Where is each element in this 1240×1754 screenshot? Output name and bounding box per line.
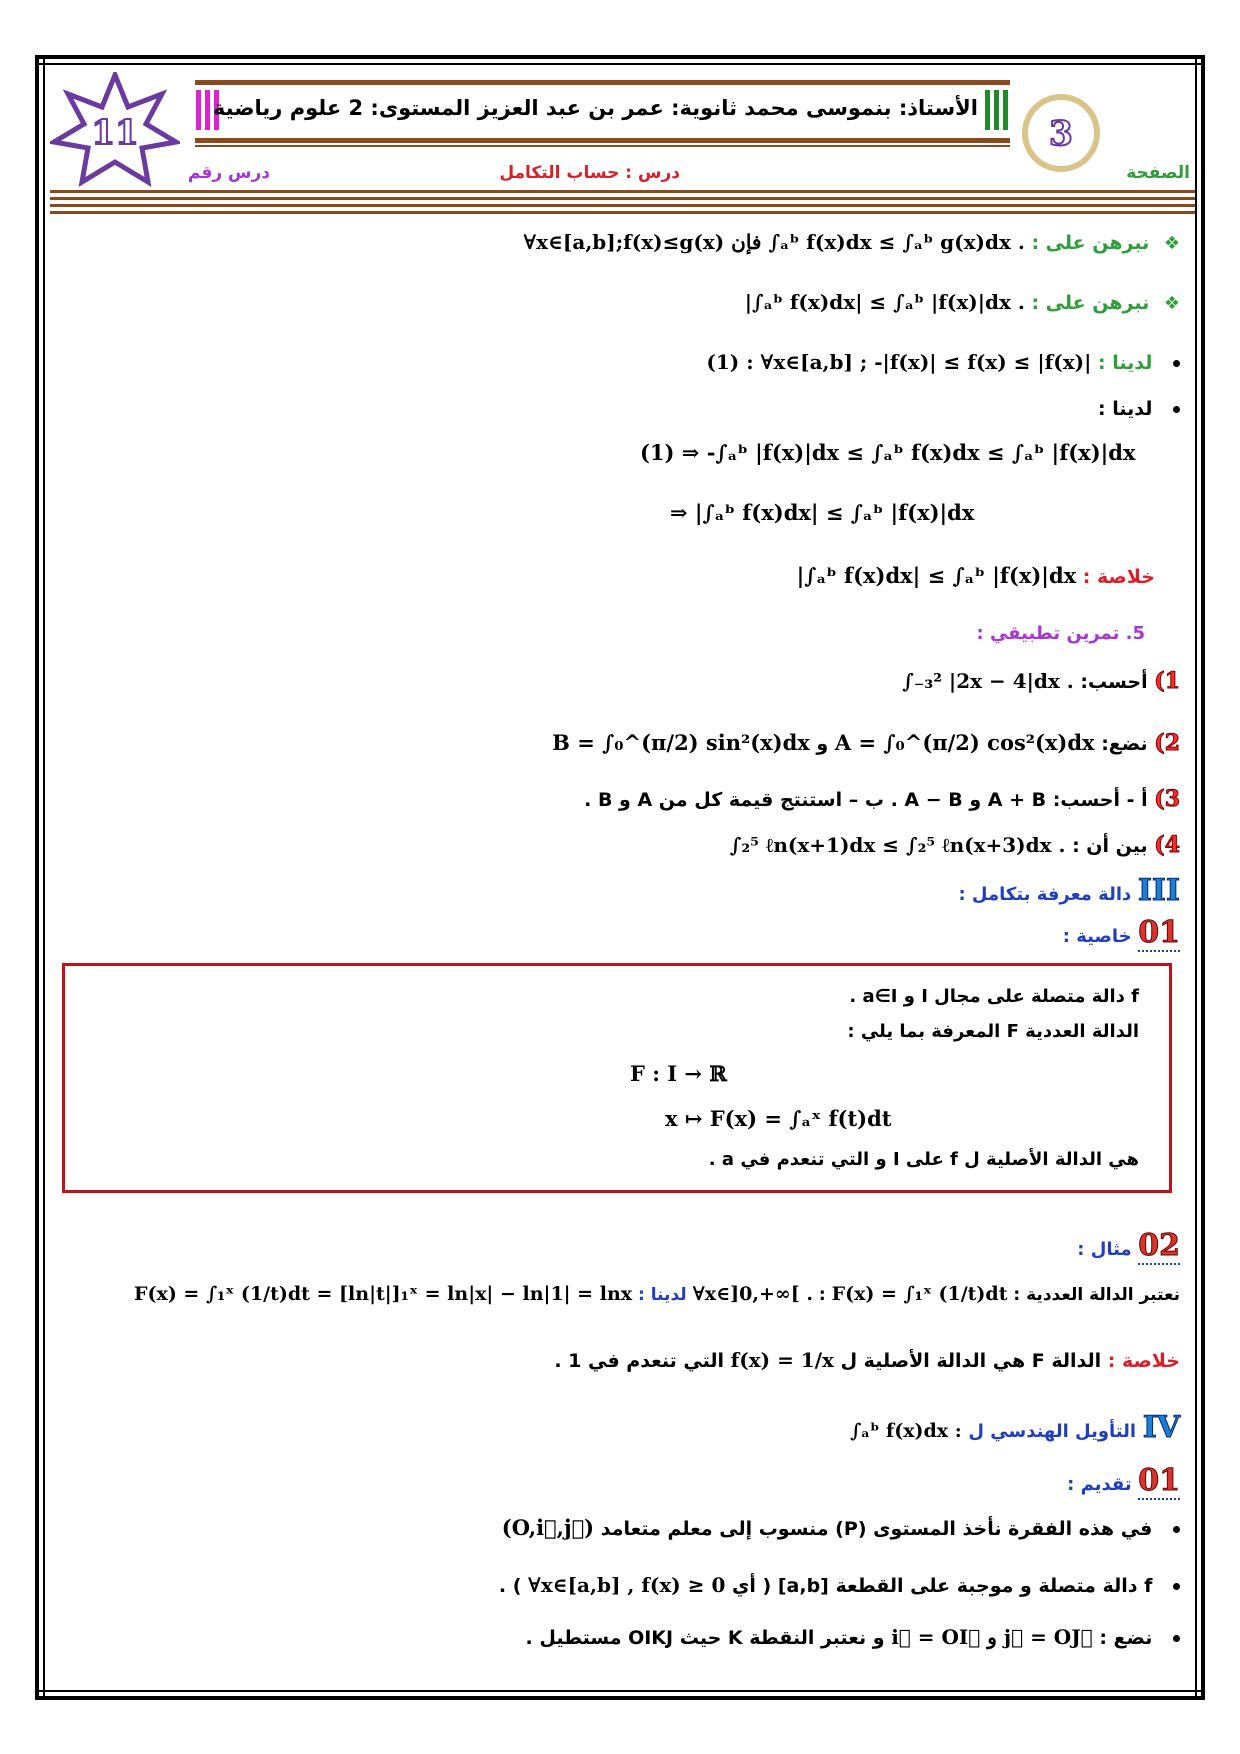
intro-bullet-1: في هذه الفقرة نأخذ المستوى (P) منسوب إلى معلم متعامد (O,i⃗,j⃗) — [60, 1515, 1180, 1540]
exercise-heading: 5. تمرين تطبيقي : — [976, 623, 1145, 644]
page-label: الصفحة — [1126, 163, 1190, 183]
intro-bullet-3: نضع : i⃗ = OI⃗ و j⃗ = OJ⃗ و نعتبر النقطة K حيث OIKJ مستطيل . — [60, 1625, 1180, 1649]
derivation-line-2: ⇒ |∫ₐᵇ f(x)dx| ≤ ∫ₐᵇ |f(x)|dx — [670, 500, 975, 525]
property-line-2: الدالة العددية F المعرفة بما يلي : — [847, 1021, 1139, 1042]
have-line-1: لدينا : (1) : ∀x∈[a,b] ; -|f(x)| ≤ f(x) ≤ |f(x)| — [60, 350, 1180, 374]
prove-statement-1: ❖ نبرهن على : ∀x∈[a,b];f(x)≤g(x) فإن ∫ₐᵇ f(x)dx ≤ ∫ₐᵇ g(x)dx . — [523, 230, 1180, 254]
bullet-icon — [1173, 1635, 1180, 1642]
diamond-bullet-icon: ❖ — [1163, 233, 1180, 254]
property-line-1: f دالة متصلة على مجال I و a∈I . — [849, 986, 1139, 1007]
exercise-q1: 1) أحسب: ∫₋₃² |2x − 4|dx . — [902, 668, 1180, 694]
badge-right-number: 3 — [1049, 114, 1073, 154]
conclusion-line: خلاصة : |∫ₐᵇ f(x)dx| ≤ ∫ₐᵇ |f(x)|dx — [796, 563, 1155, 588]
bullet-icon — [1173, 1526, 1180, 1533]
lesson-number-label: درس رقم — [187, 163, 270, 183]
subsection-01-heading: 01 خاصية : — [1062, 915, 1180, 950]
subsection-01b-heading: 01 تقديم : — [1067, 1463, 1180, 1498]
property-math-2: x ↦ F(x) = ∫ₐˣ f(t)dt — [665, 1106, 892, 1131]
badge-left-number: 11 — [91, 113, 139, 153]
property-box — [62, 963, 1172, 1193]
prove-statement-2: ❖ نبرهن على : |∫ₐᵇ f(x)dx| ≤ ∫ₐᵇ |f(x)|dx . — [744, 290, 1180, 314]
intro-bullet-2: f دالة متصلة و موجبة على القطعة [a,b] ( أي ∀x∈[a,b] , f(x) ≥ 0 ) . — [60, 1573, 1180, 1597]
derivation-line-1: (1) ⇒ -∫ₐᵇ |f(x)|dx ≤ ∫ₐᵇ f(x)dx ≤ ∫ₐᵇ |f(x)|dx — [640, 440, 1136, 465]
lesson-label: درس : حساب التكامل — [499, 163, 680, 183]
subsection-02-heading: 02 مثال : — [1077, 1228, 1180, 1263]
example-line: نعتبر الدالة العددية : F(x) = ∫₁ˣ (1/t)dt : ∀x∈]0,+∞[ . لدينا : F(x) = ∫₁ˣ (1/t)dt = [ln|t|]₁ˣ = ln|x| − ln|1| = lnx — [134, 1283, 1180, 1305]
bullet-icon — [1173, 406, 1180, 413]
diamond-bullet-icon: ❖ — [1163, 293, 1180, 314]
bullet-icon — [1173, 360, 1180, 367]
circle-badge-icon — [1020, 92, 1102, 174]
header-title: الأستاذ: بنموسى محمد ثانوية: عمر بن عبد العزيز المستوى: 2 علوم رياضية — [212, 96, 978, 120]
exercise-q4: 4) بين أن : ∫₂⁵ ℓn(x+1)dx ≤ ∫₂⁵ ℓn(x+3)dx . — [729, 832, 1180, 858]
exercise-q3: 3) أ - أحسب: A + B و A − B . ب – استنتج قيمة كل من A و B . — [584, 786, 1180, 812]
property-math-1: F : I → ℝ — [630, 1061, 727, 1086]
exercise-q2: 2) نضع: A = ∫₀^(π/2) cos²(x)dx و B = ∫₀^(π/2) sin²(x)dx — [552, 730, 1180, 756]
bullet-icon — [1173, 1583, 1180, 1590]
have-line-2: لدينا : — [60, 398, 1180, 420]
property-line-3: هي الدالة الأصلية ل f على I و التي تنعدم في a . — [708, 1149, 1139, 1170]
section-4-heading: IV التأويل الهندسي ل ∫ₐᵇ f(x)dx : — [850, 1410, 1180, 1445]
section-3-heading: III دالة معرفة بتكامل : — [958, 873, 1180, 908]
example-conclusion: خلاصة : الدالة F هي الدالة الأصلية ل f(x) = 1/x التي تنعدم في 1 . — [554, 1348, 1180, 1372]
